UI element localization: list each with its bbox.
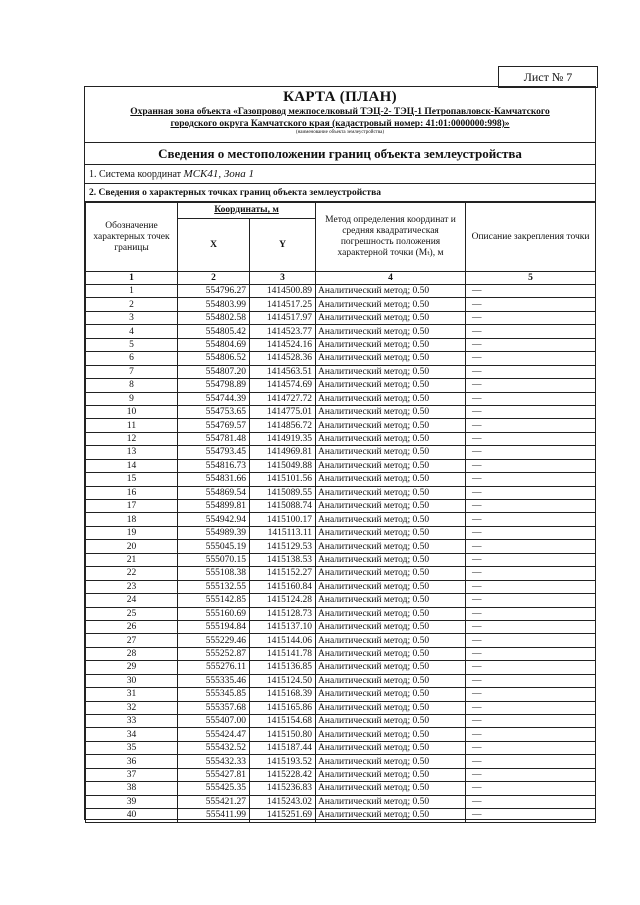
fixing-description: — [466,567,596,580]
coord-x: 555142.85 [178,594,250,607]
method: Аналитический метод; 0.50 [316,661,466,674]
coord-y: 1415165.86 [250,701,316,714]
method: Аналитический метод; 0.50 [316,768,466,781]
table-row [86,432,596,445]
point-number: 27 [86,634,178,647]
method: Аналитический метод; 0.50 [316,500,466,513]
coord-y: 1415251.69 [250,809,316,822]
coord-x: 554803.99 [178,298,250,311]
table-row [86,580,596,593]
table-row [86,634,596,647]
method: Аналитический метод; 0.50 [316,580,466,593]
fixing-description: — [466,446,596,459]
point-number: 25 [86,607,178,620]
fixing-description: — [466,701,596,714]
column-number: 1 [86,272,178,285]
coord-y: 1414517.25 [250,298,316,311]
point-number: 14 [86,459,178,472]
coord-y: 1415101.56 [250,473,316,486]
point-number: 4 [86,325,178,338]
table-row [86,755,596,768]
point-number: 16 [86,486,178,499]
method: Аналитический метод; 0.50 [316,311,466,324]
coord-y: 1415136.85 [250,661,316,674]
method: Аналитический метод; 0.50 [316,674,466,687]
fixing-description: — [466,620,596,633]
point-number: 39 [86,795,178,808]
coord-y: 1415228.42 [250,768,316,781]
method: Аналитический метод; 0.50 [316,338,466,351]
method: Аналитический метод; 0.50 [316,701,466,714]
coord-x: 555424.47 [178,728,250,741]
fixing-description: — [466,419,596,432]
coord-x: 555432.33 [178,755,250,768]
point-number: 11 [86,419,178,432]
coord-y: 1415124.28 [250,594,316,607]
fixing-description: — [466,647,596,660]
table-row [86,795,596,808]
fixing-description: — [466,311,596,324]
point-number: 3 [86,311,178,324]
coord-x: 554781.48 [178,432,250,445]
point-number: 1 [86,285,178,298]
table-row [86,661,596,674]
coord-y: 1415144.06 [250,634,316,647]
point-number: 23 [86,580,178,593]
method: Аналитический метод; 0.50 [316,782,466,795]
method: Аналитический метод; 0.50 [316,741,466,754]
fixing-description: — [466,809,596,822]
table-row [86,607,596,620]
method: Аналитический метод; 0.50 [316,285,466,298]
coord-x: 555357.68 [178,701,250,714]
table-row [86,567,596,580]
coord-y: 1414563.51 [250,365,316,378]
coord-x: 555045.19 [178,540,250,553]
fixing-description: — [466,553,596,566]
coord-x: 554769.57 [178,419,250,432]
fixing-description: — [466,634,596,647]
fixing-description: — [466,661,596,674]
coord-y: 1415152.27 [250,567,316,580]
coord-y: 1414528.36 [250,352,316,365]
fixing-description: — [466,459,596,472]
coordinate-system-value: МСК41, Зона 1 [183,168,254,180]
fixing-description: — [466,728,596,741]
points-title: 2. Сведения о характерных точках границ объекта землеустройства [85,185,595,202]
point-number: 5 [86,338,178,351]
points-table-body [86,285,596,823]
method: Аналитический метод; 0.50 [316,728,466,741]
point-number: 15 [86,473,178,486]
fixing-description: — [466,486,596,499]
point-number: 37 [86,768,178,781]
point-number: 24 [86,594,178,607]
coordinate-system-label: 1. Система координат [89,169,182,180]
method: Аналитический метод; 0.50 [316,567,466,580]
document-title: КАРТА (ПЛАН) [283,89,397,105]
coord-y: 1415089.55 [250,486,316,499]
method: Аналитический метод; 0.50 [316,486,466,499]
table-row [86,365,596,378]
coord-y: 1415150.80 [250,728,316,741]
table-row [86,311,596,324]
coord-x: 554744.39 [178,392,250,405]
coord-x: 554796.27 [178,285,250,298]
table-row [86,338,596,351]
column-number: 4 [316,272,466,285]
header-point: Обозначение характерных точек границы [86,203,178,272]
table-row [86,419,596,432]
header-description: Описание закрепления точки [466,203,596,272]
coord-y: 1415137.10 [250,620,316,633]
fixing-description: — [466,352,596,365]
fixing-description: — [466,365,596,378]
point-number: 13 [86,446,178,459]
table-row [86,540,596,553]
coord-x: 554869.54 [178,486,250,499]
method: Аналитический метод; 0.50 [316,459,466,472]
coord-x: 555407.00 [178,715,250,728]
table-row [86,352,596,365]
table-row [86,715,596,728]
coord-y: 1415141.78 [250,647,316,660]
table-row [86,728,596,741]
table-row [86,620,596,633]
coord-x: 555276.11 [178,661,250,674]
method: Аналитический метод; 0.50 [316,795,466,808]
method: Аналитический метод; 0.50 [316,607,466,620]
point-number: 40 [86,809,178,822]
point-number: 30 [86,674,178,687]
coord-y: 1414727.72 [250,392,316,405]
coord-y: 1415129.53 [250,540,316,553]
header-y: Y [250,219,316,272]
coord-x: 554805.42 [178,325,250,338]
fixing-description: — [466,432,596,445]
coord-x: 554989.39 [178,526,250,539]
coord-x: 555345.85 [178,688,250,701]
point-number: 10 [86,405,178,418]
coord-x: 555108.38 [178,567,250,580]
points-table [85,202,596,823]
point-number: 20 [86,540,178,553]
coord-x: 554753.65 [178,405,250,418]
coord-y: 1415236.83 [250,782,316,795]
method: Аналитический метод; 0.50 [316,513,466,526]
coord-x: 555335.46 [178,674,250,687]
table-row [86,446,596,459]
fixing-description: — [466,325,596,338]
document-frame [84,86,596,820]
fixing-description: — [466,782,596,795]
fixing-description: — [466,755,596,768]
point-number: 7 [86,365,178,378]
fixing-description: — [466,795,596,808]
table-row [86,405,596,418]
fixing-description: — [466,688,596,701]
point-number: 28 [86,647,178,660]
coord-x: 555252.87 [178,647,250,660]
table-row [86,459,596,472]
coord-x: 554816.73 [178,459,250,472]
table-row [86,741,596,754]
coord-y: 1415124.50 [250,674,316,687]
fixing-description: — [466,392,596,405]
point-number: 38 [86,782,178,795]
fixing-description: — [466,338,596,351]
point-number: 26 [86,620,178,633]
table-row [86,513,596,526]
coord-x: 555427.81 [178,768,250,781]
method: Аналитический метод; 0.50 [316,647,466,660]
method: Аналитический метод; 0.50 [316,365,466,378]
method: Аналитический метод; 0.50 [316,715,466,728]
fixing-description: — [466,526,596,539]
coord-x: 554806.52 [178,352,250,365]
coord-x: 554793.45 [178,446,250,459]
coord-x: 554804.69 [178,338,250,351]
point-number: 32 [86,701,178,714]
point-number: 17 [86,500,178,513]
point-number: 9 [86,392,178,405]
coord-y: 1415128.73 [250,607,316,620]
coord-x: 555432.52 [178,741,250,754]
coord-y: 1415138.53 [250,553,316,566]
method: Аналитический метод; 0.50 [316,419,466,432]
coord-y: 1414524.16 [250,338,316,351]
coord-y: 1414775.01 [250,405,316,418]
coord-y: 1415049.88 [250,459,316,472]
header-x: X [178,219,250,272]
point-number: 12 [86,432,178,445]
table-row [86,782,596,795]
fixing-description: — [466,594,596,607]
coord-x: 555194.84 [178,620,250,633]
coord-x: 554807.20 [178,365,250,378]
point-number: 2 [86,298,178,311]
coord-y: 1414574.69 [250,379,316,392]
table-row [86,526,596,539]
fixing-description: — [466,298,596,311]
method: Аналитический метод; 0.50 [316,352,466,365]
coord-x: 555132.55 [178,580,250,593]
method: Аналитический метод; 0.50 [316,473,466,486]
method: Аналитический метод; 0.50 [316,620,466,633]
coord-x: 555421.27 [178,795,250,808]
table-row [86,500,596,513]
table-row [86,647,596,660]
point-number: 34 [86,728,178,741]
sheet-number: Лист № 7 [498,66,598,88]
coord-y: 1414517.97 [250,311,316,324]
coord-y: 1415168.39 [250,688,316,701]
point-number: 22 [86,567,178,580]
table-row [86,594,596,607]
method: Аналитический метод; 0.50 [316,405,466,418]
coord-x: 555411.99 [178,809,250,822]
method: Аналитический метод; 0.50 [316,755,466,768]
point-number: 31 [86,688,178,701]
table-row [86,392,596,405]
header-coordinates: Координаты, м [178,203,316,219]
coord-y: 1415100.17 [250,513,316,526]
point-number: 8 [86,379,178,392]
coord-x: 555070.15 [178,553,250,566]
method: Аналитический метод; 0.50 [316,809,466,822]
table-row [86,809,596,822]
point-number: 35 [86,741,178,754]
column-number: 3 [250,272,316,285]
document-header [85,87,595,139]
column-number: 5 [466,272,596,285]
method: Аналитический метод; 0.50 [316,298,466,311]
method: Аналитический метод; 0.50 [316,540,466,553]
table-row [86,701,596,714]
method: Аналитический метод; 0.50 [316,526,466,539]
table-row [86,473,596,486]
coord-y: 1415154.68 [250,715,316,728]
method: Аналитический метод; 0.50 [316,594,466,607]
fixing-description: — [466,500,596,513]
column-number: 2 [178,272,250,285]
coord-y: 1415088.74 [250,500,316,513]
fixing-description: — [466,674,596,687]
table-row [86,379,596,392]
coord-y: 1414919.35 [250,432,316,445]
fixing-description: — [466,580,596,593]
method: Аналитический метод; 0.50 [316,446,466,459]
section-title: Сведения о местоположении границ объекта землеустройства [85,142,595,165]
fixing-description: — [466,741,596,754]
table-row [86,768,596,781]
method: Аналитический метод; 0.50 [316,634,466,647]
coord-x: 554802.58 [178,311,250,324]
fixing-description: — [466,285,596,298]
coord-y: 1414523.77 [250,325,316,338]
coord-y: 1414856.72 [250,419,316,432]
header-method: Метод определения координат и средняя квадратическая погрешность положения характерной точки (Mₜ), м [316,203,466,272]
table-row [86,486,596,499]
coord-y: 1415193.52 [250,755,316,768]
object-name-line-2: городского округа Камчатского края (кадастровый номер: 41:01:0000000:998)» [170,119,510,129]
coord-y: 1415113.11 [250,526,316,539]
table-row [86,285,596,298]
coord-x: 554831.66 [178,473,250,486]
method: Аналитический метод; 0.50 [316,432,466,445]
fixing-description: — [466,607,596,620]
fixing-description: — [466,473,596,486]
coord-x: 555160.69 [178,607,250,620]
method: Аналитический метод; 0.50 [316,379,466,392]
method: Аналитический метод; 0.50 [316,392,466,405]
fixing-description: — [466,513,596,526]
table-row [86,688,596,701]
point-number: 19 [86,526,178,539]
fixing-description: — [466,540,596,553]
point-number: 6 [86,352,178,365]
table-row [86,298,596,311]
coord-x: 554899.81 [178,500,250,513]
coord-y: 1414500.89 [250,285,316,298]
point-number: 29 [86,661,178,674]
coord-x: 554798.89 [178,379,250,392]
coord-y: 1415187.44 [250,741,316,754]
point-number: 36 [86,755,178,768]
point-number: 18 [86,513,178,526]
coordinate-system [85,164,595,184]
coord-x: 555229.46 [178,634,250,647]
fixing-description: — [466,768,596,781]
coord-x: 554942.94 [178,513,250,526]
table-row [86,674,596,687]
table-row [86,325,596,338]
fixing-description: — [466,405,596,418]
coord-y: 1414969.81 [250,446,316,459]
object-name-caption: (наименование объекта землеустройства) [295,130,385,135]
object-name-line-1: Охранная зона объекта «Газопровод межпоселковый ТЭЦ-2- ТЭЦ-1 Петропавловск-Камчатского [130,107,550,117]
table-row [86,553,596,566]
point-number: 33 [86,715,178,728]
fixing-description: — [466,379,596,392]
point-number: 21 [86,553,178,566]
coord-x: 555425.35 [178,782,250,795]
coord-y: 1415160.84 [250,580,316,593]
method: Аналитический метод; 0.50 [316,325,466,338]
method: Аналитический метод; 0.50 [316,553,466,566]
fixing-description: — [466,715,596,728]
method: Аналитический метод; 0.50 [316,688,466,701]
coord-y: 1415243.02 [250,795,316,808]
